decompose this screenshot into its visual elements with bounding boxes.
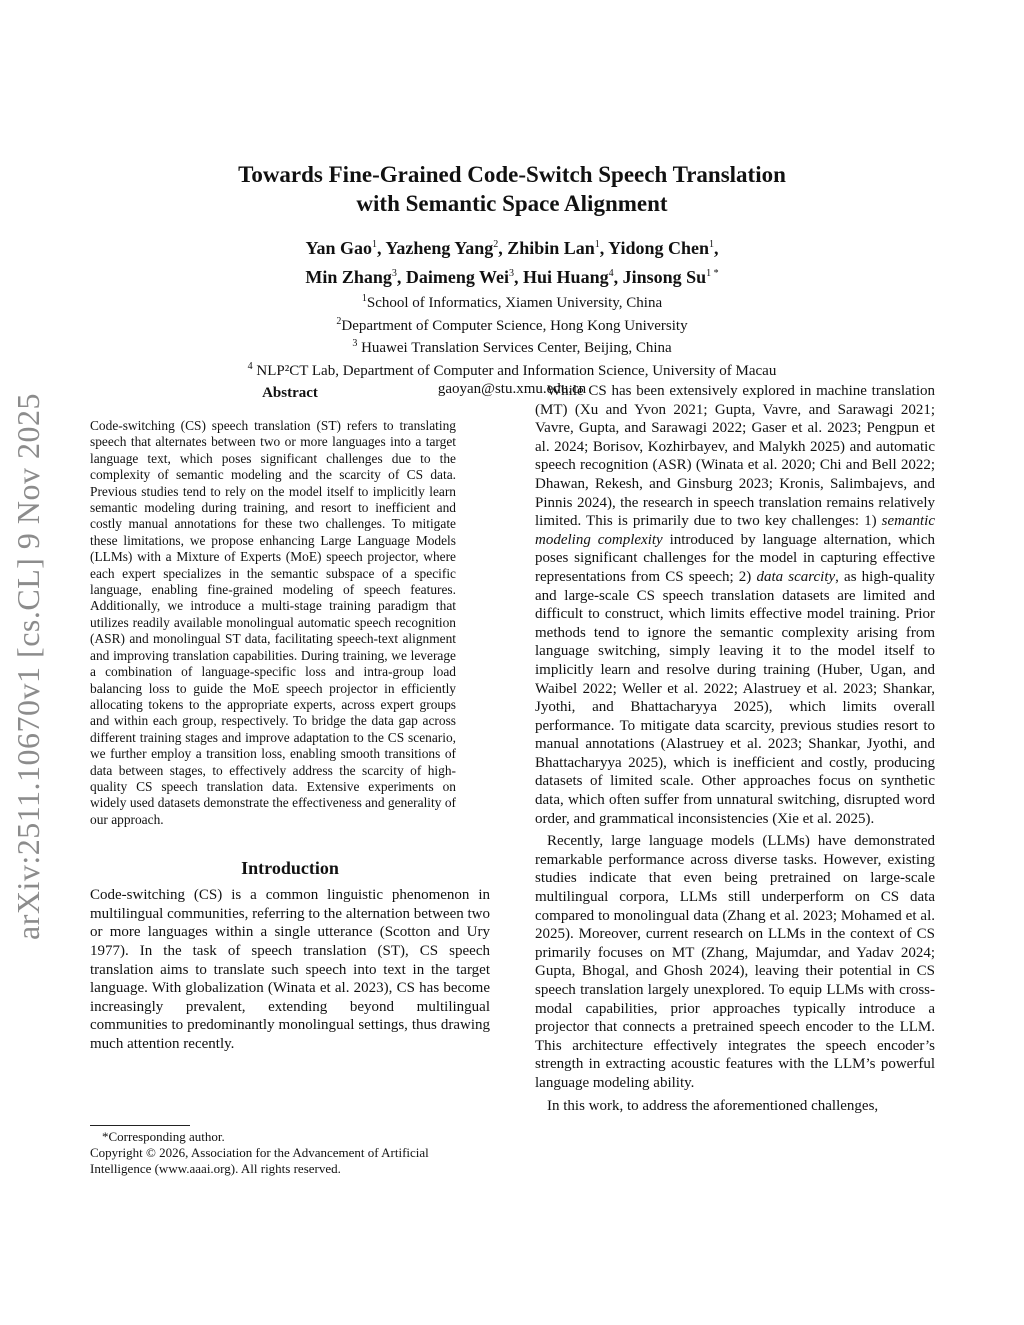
- abstract-body: Code-switching (CS) speech translation (ST) refers to translating speech that alternates between two or more languages into a target language text, which poses significant challenges due to the complexity of semantic modeling and the scarcity of CS data. Previous studies tend to rely on the model itself to implicitly learn semantic modeling during training, and resort to inefficient and costly manual annotations for these two challenges. To mitigate these limitations, we propose enhancing Large Language Models (LLMs) with a Mixture of Experts (MoE) speech projector, where each expert specializes in the semantic subspace of a specific language, enabling fine-grained modeling of speech features. Additionally, we introduce a multi-stage training paradigm that utilizes readily available monolingual automatic speech recognition (ASR) and monolingual ST data, facilitating speech-text alignment and improving translation capabilities. During training, we leverage a combination of language-specific loss and intra-group load balancing loss to guide the MoE speech projector in efficiently allocating tokens to the appropriate experts, across expert groups and within each group, respectively. To bridge the data gap across different training stages and improve adaptation to the CS scenario, we further employ a transition loss, enabling smooth transitions of data between stages, to effectively address the scarcity of high-quality CS speech translation data. Extensive experiments on widely used datasets demonstrate the effectiveness and generality of our approach.: [90, 418, 456, 827]
- paper-header: [150, 160, 874, 399]
- right-column: [535, 382, 935, 1115]
- author-name: Yidong Chen: [608, 238, 709, 258]
- affiliation-text: School of Informatics, Xiamen University, China: [366, 295, 663, 311]
- author-affiliation-mark: 3: [509, 268, 515, 279]
- author-name: Zhibin Lan: [507, 238, 595, 258]
- author-affiliation-mark: 4: [608, 268, 614, 279]
- arxiv-side-stamp: arXiv:2511.10670v1 [cs.CL] 9 Nov 2025: [10, 392, 46, 940]
- author-separator: ,: [613, 267, 623, 287]
- paragraph-text: , as high-quality and large-scale CS speech translation datasets are limited and difficult to construct, which limits effective model training. Prior methods tend to ignore the semantic complexity arising from language switching, simply leaving it to the model itself to implicitly learn and resolve during training (Huber, Ugan, and Waibel 2022; Weller et al. 2022; Alastruey et al. 2023; Shankar, Jyothi, and Bhattacharyya 2025), which limits overall performance. To mitigate data scarcity, previous studies resort to manual annotations (Alastruey et al. 2023; Shankar, Jyothi, and Bhattacharyya 2025), which is inefficient and costly, producing datasets of limited scale. Other approaches focus on synthetic data, which often suffer from unnatural switching, disrupted word order, and grammatical inconsistencies (Xie et al. 2025).: [535, 568, 936, 827]
- contact-email: gaoyan@stu.xmu.edu.cn: [437, 381, 587, 397]
- left-column: [90, 382, 490, 1054]
- author-affiliation-mark: 1 *: [706, 268, 719, 279]
- abstract-heading: Abstract: [262, 385, 318, 401]
- author-affiliation-mark: 1: [594, 239, 600, 250]
- author-separator: ,: [514, 267, 524, 287]
- affiliation-mark: 3: [352, 338, 358, 349]
- emphasis-text: data scarcity: [756, 568, 836, 585]
- footnotes: [90, 1125, 490, 1177]
- author-name: Hui Huang: [523, 267, 609, 287]
- affiliation-text: NLP²CT Lab, Department of Computer and Information Science, University of Macau: [252, 362, 777, 379]
- author-separator: ,: [377, 238, 386, 258]
- copyright-notice: Copyright © 2026, Association for the Advancement of Artificial Intelligence (www.aaai.org). All rights reserved.: [90, 1145, 429, 1176]
- author-line-2: [150, 261, 874, 290]
- title-line-1: Towards Fine-Grained Code-Switch Speech Translation: [238, 162, 786, 187]
- author-affiliation-mark: 1: [372, 239, 378, 250]
- paragraph-text: While CS has been extensively explored in machine translation (MT) (Xu and Yvon 2021; Gupta, Vavre, and Sarawagi 2021; Vavre, Gupta, and Sarawagi 2022; Gaser et al. 2023; Pengpun et al. 2024; Borisov, Kozhirbayev, and Malykh 2025) and automatic speech recognition (ASR) (Winata et al. 2020; Chi and Bell 2022; Dhawan, Rekesh, and Ginsburg 2023; Kronis, Salimbajevs, and Pinnis 2024), the research in speech translation remains relatively limited. This is primarily due to two key challenges: 1): [535, 383, 935, 530]
- introduction-paragraph: Code-switching (CS) is a common linguistic phenomenon in multilingual communities, referring to the alternation between two or more languages within a single utterance (Scotton and Ury 1977). In the task of speech translation (ST), CS speech translation aims to translate such speech into text in the target language. With globalization (Winata et al. 2023), CS has become increasingly prevalent, extending beyond multilingual communities to predominantly monolingual settings, thus drawing much attention recently.: [90, 887, 490, 1052]
- emphasis-text: semantic modeling complexity: [535, 513, 935, 548]
- author-affiliation-mark: 1: [709, 239, 714, 250]
- author-affiliation-mark: 3: [391, 268, 397, 279]
- author-affiliation-mark: 2: [493, 239, 499, 250]
- affiliation-text: Huawei Translation Services Center, Beijing, China: [357, 340, 672, 356]
- affiliation: [150, 313, 874, 336]
- affiliation-text: Department of Computer Science, Hong Kong University: [341, 317, 688, 334]
- author-separator: ,: [498, 238, 508, 258]
- paper-title: [150, 160, 874, 218]
- body-paragraph: In this work, to address the aforementioned challenges,: [547, 1097, 879, 1114]
- author-list: [150, 232, 874, 290]
- affiliation: [150, 290, 874, 313]
- author-separator: ,: [599, 238, 609, 258]
- author-name: Yan Gao: [305, 238, 373, 258]
- author-name: Daimeng Wei: [405, 267, 510, 287]
- author-line-1: [150, 232, 874, 261]
- paragraph-text: introduced by language alternation, which poses significant challenges for the model in capturing effective representations from CS speech; 2): [535, 531, 935, 585]
- body-paragraph: Recently, large language models (LLMs) have demonstrated remarkable performance across diverse tasks. However, existing studies indicate that even being pretrained on large-scale multilingual corpora, LLMs still underperform on CS data compared to monolingual data (Zhang et al. 2023; Mohamed et al. 2025). Moreover, current research on LLMs in the context of CS primarily focuses on MT (Zhang, Majumdar, and Yadav 2024; Gupta, Bhogal, and Ghosh 2024), leaving their potential in CS speech translation largely unexplored. To equip LLMs with cross-modal capabilities, prior approaches typically introduce a projector that connects a pretrained speech encoder to the LLM. This architecture effectively integrates the speech encoder’s strength in extracting acoustic features with the LLM’s powerful language modeling ability.: [535, 833, 935, 1091]
- affiliation-mark: 4: [247, 360, 253, 372]
- author-name: Yazheng Yang: [385, 238, 494, 258]
- author-name: Jinsong Su: [622, 267, 707, 287]
- affiliation: [150, 335, 874, 358]
- introduction-heading: Introduction: [241, 858, 339, 879]
- affiliation: [150, 358, 874, 381]
- corresponding-author-note: *Corresponding author.: [102, 1129, 225, 1144]
- footnote-rule: [90, 1125, 190, 1126]
- affiliation-mark: 1: [361, 293, 367, 304]
- affiliation-mark: 2: [336, 315, 342, 327]
- author-separator: ,: [396, 267, 406, 287]
- author-name: Min Zhang: [305, 267, 392, 287]
- title-line-2: with Semantic Space Alignment: [356, 191, 668, 216]
- body-paragraph: [535, 382, 935, 828]
- author-separator: ,: [714, 238, 719, 258]
